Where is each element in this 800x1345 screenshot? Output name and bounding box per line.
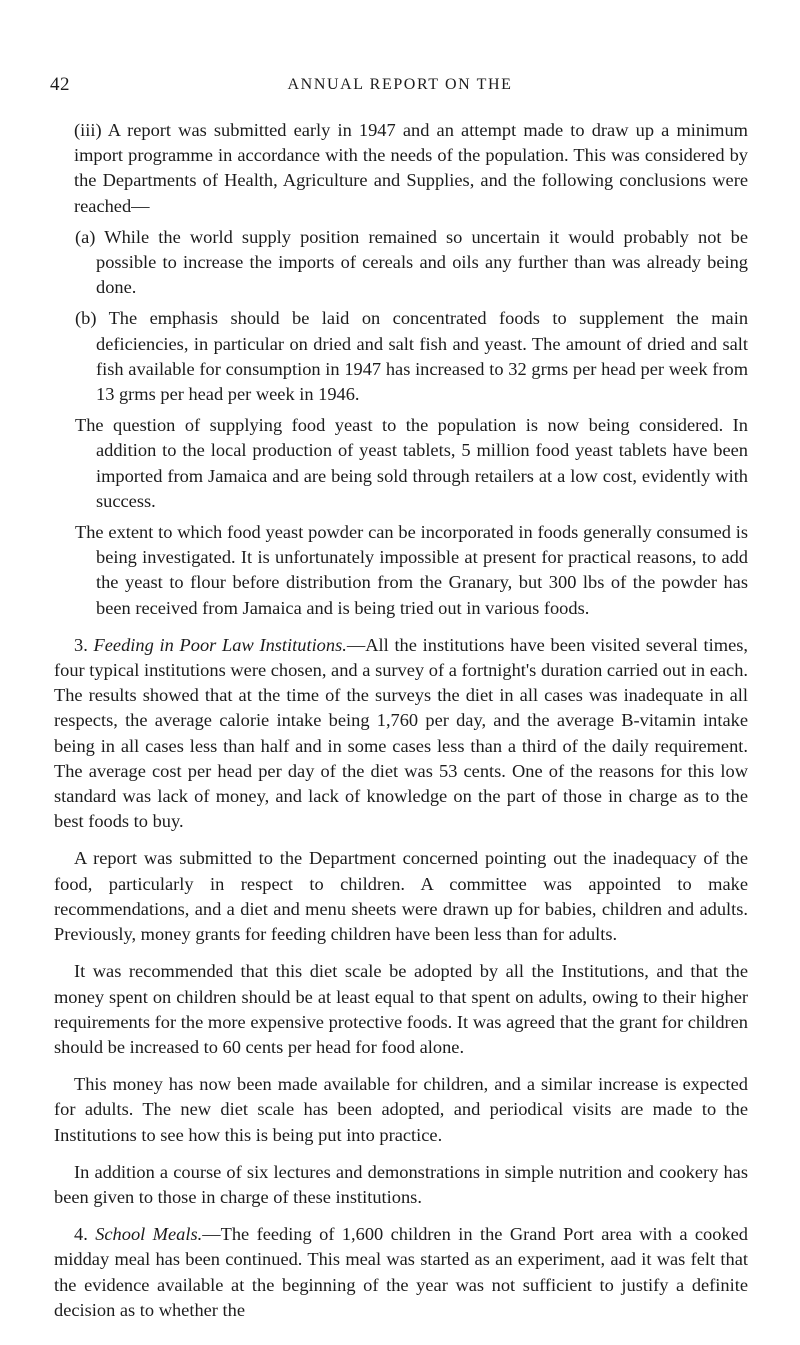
sub-item-b-label: (b) xyxy=(75,308,97,329)
section-4-paragraph xyxy=(54,1222,748,1323)
paragraph-iii: (iii) A report was submitted early in 1947 and an attempt made to draw up a minimum import programme in accordance with the needs of the population. This was considered by the Departments of Health, Agriculture and Supplies, and the following conclusions were reached— xyxy=(74,120,748,216)
yeast-paragraph: The question of supplying food yeast to the population is now being considered. In addition to the local production of yeast tablets, 5 million food yeast tablets have been imported from Jamaica and are being sold through retailers at a low cost, evidently with success. xyxy=(75,415,748,511)
sub-item-b xyxy=(54,306,748,407)
section-4-text: —The feeding of 1,600 children in the Grand Port area with a cooked midday meal has been continued. This meal was started as an experiment, aad it was felt that the evidence available at the beginning of the year was not sufficient to justify a definite decision as to whether the xyxy=(54,1224,748,1320)
recommendation-paragraph: It was recommended that this diet scale be adopted by all the Institutions, and that the money spent on children should be at least equal to that spent on adults, owing to their higher requirements for the more expensive protective foods. It was agreed that the grant for children should be increased to 60 cents per head for food alone. xyxy=(54,961,748,1057)
section-3-paragraph xyxy=(54,633,748,835)
funding-paragraph: This money has now been made available for children, and a similar increase is expected for adults. The new diet scale has been adopted, and periodical visits are made to the Institutions to see how this is being put into practice. xyxy=(54,1074,748,1145)
sub-item-a-label: (a) xyxy=(75,226,96,247)
sub-item-a xyxy=(54,225,748,301)
report-paragraph: A report was submitted to the Department concerned pointing out the inadequacy of the food, particularly in respect to children. A committee was appointed to make recommendations, and a diet and menu sheets were drawn up for babies, children and adults. Previously, money grants for feeding children have been less than for adults. xyxy=(54,848,748,945)
lectures-paragraph: In addition a course of six lectures and demonstrations in simple nutrition and cookery has been given to those in charge of these institutions. xyxy=(54,1161,748,1207)
page-number: 42 xyxy=(50,74,70,95)
yeast-powder-paragraph: The extent to which food yeast powder can be incorporated in foods generally consumed is being investigated. It is unfortunately impossible at present for practical reasons, to add the yeast to flour before distribution from the Granary, but 300 lbs of the powder has been received from Jamaica and is being tried out in various foods. xyxy=(75,522,748,618)
running-title: ANNUAL REPORT ON THE xyxy=(287,76,513,93)
section-3-text: —All the institutions have been visited several times, four typical institutions were chosen, and a survey of a fortnight's duration carried out in each. The results showed that at the time of the surveys the diet in all cases was inadequate in all respects, the average calorie intake being 1,760 per day, and the average B-vitamin intake being in all cases less than half and in some cases less than a third of the daily requirement. The average cost per head per day of the diet was 53 cents. One of the reasons for this low standard was lack of money, and lack of knowledge on the part of those in charge as to the best foods to buy. xyxy=(54,634,748,832)
section-3-title: Feeding in Poor Law Institutions. xyxy=(93,634,347,655)
body-text xyxy=(54,118,748,1323)
section-3-number: 3. xyxy=(74,634,88,655)
section-4-number: 4. xyxy=(74,1224,88,1245)
page-header xyxy=(50,74,750,98)
sub-item-a-text: While the world supply position remained so uncertain it would probably not be possible to increase the imports of cereals and oils any further than was already being done. xyxy=(96,226,748,298)
sub-item-b-text: The emphasis should be laid on concentrated foods to supplement the main deficiencies, in particular on dried and salt fish and yeast. The amount of dried and salt fish available for consumption in 1947 has increased to 32 grms per head per week from 13 grms per head per week in 1946. xyxy=(96,308,749,405)
section-4-title: School Meals. xyxy=(95,1224,203,1245)
